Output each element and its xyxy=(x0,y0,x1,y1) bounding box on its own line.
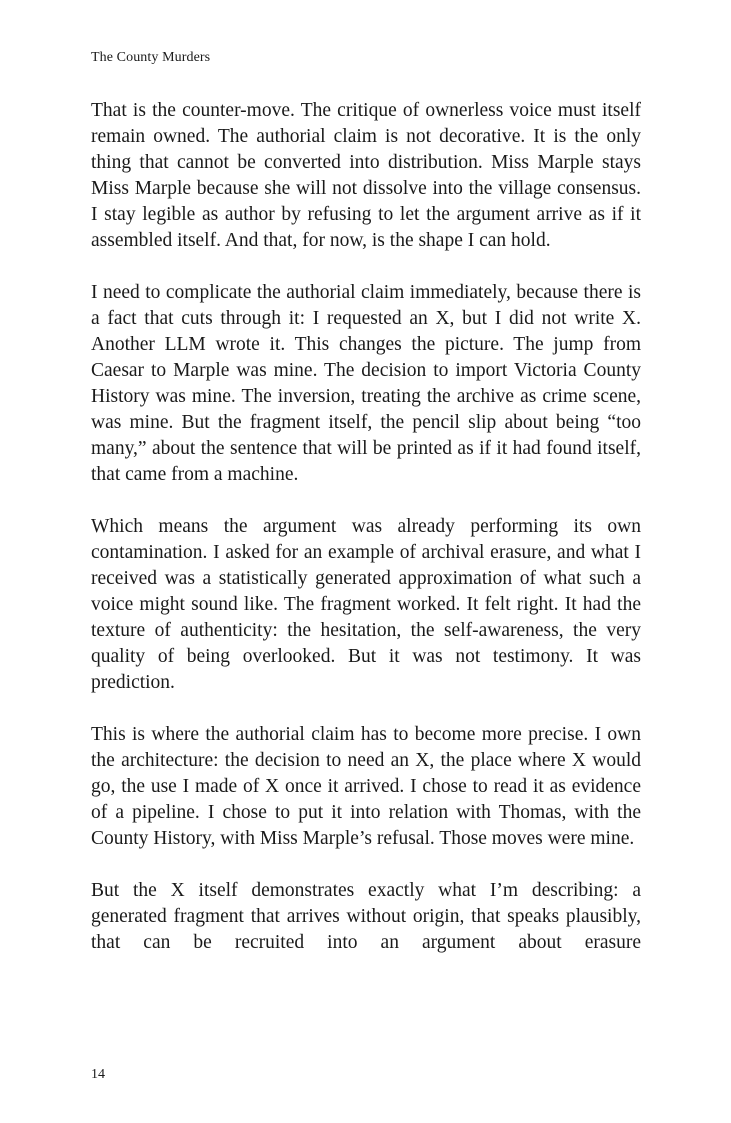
paragraph-5: But the X itself demonstrates exactly what I’m describing: a generated fragment that arrives without origin, that speaks plausibly, that can be recruited into an argument about erasure xyxy=(91,880,641,953)
paragraph-1: That is the counter-move. The critique of ownerless voice must itself remain owned. The authorial claim is not decorative. It is the only thing that cannot be converted into distribution. Miss Marple stays Miss Marple because she will not dissolve into the village consensus. I stay legible as author by refusing to let the argument arrive as if it assembled itself. And that, for now, is the shape I can hold. xyxy=(91,100,641,251)
paragraph-2: I need to complicate the authorial claim immediately, because there is a fact that cuts through it: I requested an X, but I did not write X. Another LLM wrote it. This changes the picture. The jump from Caesar to Marple was mine. The decision to import Victoria County History was mine. The inversion, treating the archive as crime scene, was mine. But the fragment itself, the pencil slip about being “too many,” about the sentence that will be printed as if it had found itself, that came from a machine. xyxy=(91,282,641,485)
page-body xyxy=(91,98,641,956)
paragraph-3: Which means the argument was already performing its own contamination. I asked for an example of archival erasure, and what I received was a statistically generated approximation of what such a voice might sound like. The fragment worked. It felt right. It had the texture of authenticity: the hesitation, the self-awareness, the very quality of being overlooked. But it was not testimony. It was prediction. xyxy=(91,516,641,693)
page-number: 14 xyxy=(91,1067,105,1082)
paragraph-4: This is where the authorial claim has to become more precise. I own the architecture: the decision to need an X, the place where X would go, the use I made of X once it arrived. I chose to read it as evidence of a pipeline. I chose to put it into relation with Thomas, with the County History, with Miss Marple’s refusal. Those moves were mine. xyxy=(91,724,641,849)
running-header: The County Murders xyxy=(91,50,211,65)
